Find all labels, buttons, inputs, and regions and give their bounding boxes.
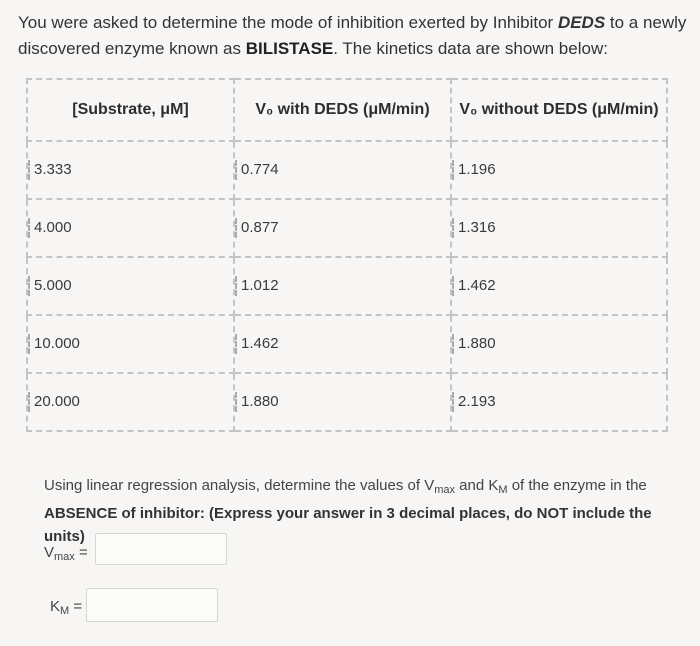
question-part-a: Using linear regression analysis, determine the values of V (44, 477, 435, 494)
v0-without-value: 1.196 (452, 160, 496, 180)
vmax-label (44, 544, 88, 563)
table-cell (27, 373, 234, 431)
intro-text-2: to a newly discovered enzyme known as (18, 13, 687, 58)
table-cell (27, 315, 234, 373)
question-instructions: ABSENCE of inhibitor: (Express your answer in 3 decimal places, do NOT include the units) (44, 505, 652, 545)
problem-intro (18, 10, 690, 62)
vmax-label-sub: max (54, 551, 75, 563)
header-v0-with: V₀ with DEDS (μM/min) (234, 79, 451, 141)
substrate-value: 10.000 (28, 334, 80, 354)
table-cell (451, 199, 667, 257)
table-cell (451, 141, 667, 199)
header-substrate: [Substrate, μM] (27, 79, 234, 141)
vmax-answer-input[interactable] (95, 533, 227, 565)
intro-text-1: You were asked to determine the mode of inhibition exerted by Inhibitor (18, 13, 558, 32)
table-row (27, 315, 667, 373)
enzyme-name: BILISTASE (245, 39, 334, 58)
substrate-value: 5.000 (28, 276, 72, 296)
v0-with-value: 0.877 (235, 218, 279, 238)
km-equals: = (73, 598, 83, 615)
vmax-subscript: max (434, 484, 455, 496)
v0-with-value: 1.462 (235, 334, 279, 354)
km-label (50, 598, 82, 617)
substrate-value: 20.000 (28, 392, 80, 412)
v0-with-value: 0.774 (235, 160, 279, 180)
table-cell (234, 199, 451, 257)
question-part-c: of the enzyme in the (507, 477, 647, 494)
km-answer-input[interactable] (86, 588, 218, 622)
table-cell (234, 373, 451, 431)
v0-without-value: 1.316 (452, 218, 496, 238)
inhibitor-name: DEDS (557, 13, 606, 32)
v0-without-value: 2.193 (452, 392, 496, 412)
vmax-label-main: V (44, 544, 55, 561)
table-cell (234, 257, 451, 315)
table-cell (234, 141, 451, 199)
table-cell (451, 373, 667, 431)
table-cell (234, 315, 451, 373)
substrate-value: 3.333 (28, 160, 72, 180)
km-subscript: M (498, 484, 508, 496)
substrate-value: 4.000 (28, 218, 72, 238)
km-label-main: K (50, 598, 61, 615)
v0-without-value: 1.880 (452, 334, 496, 354)
table-row (27, 199, 667, 257)
km-label-sub: M (60, 605, 70, 617)
table-header-row (27, 79, 667, 141)
v0-without-value: 1.462 (452, 276, 496, 296)
table-row (27, 373, 667, 431)
table-cell (451, 257, 667, 315)
table-cell (451, 315, 667, 373)
question-part-b: and K (454, 477, 499, 494)
intro-text-3: . The kinetics data are shown below: (333, 39, 608, 58)
v0-with-value: 1.012 (235, 276, 279, 296)
vmax-equals: = (78, 544, 88, 561)
table-cell (27, 141, 234, 199)
header-v0-without: V₀ without DEDS (μM/min) (451, 79, 667, 141)
table-cell (27, 257, 234, 315)
v0-with-value: 1.880 (235, 392, 279, 412)
table-row (27, 141, 667, 199)
table-row (27, 257, 667, 315)
kinetics-table (26, 78, 668, 432)
table-cell (27, 199, 234, 257)
